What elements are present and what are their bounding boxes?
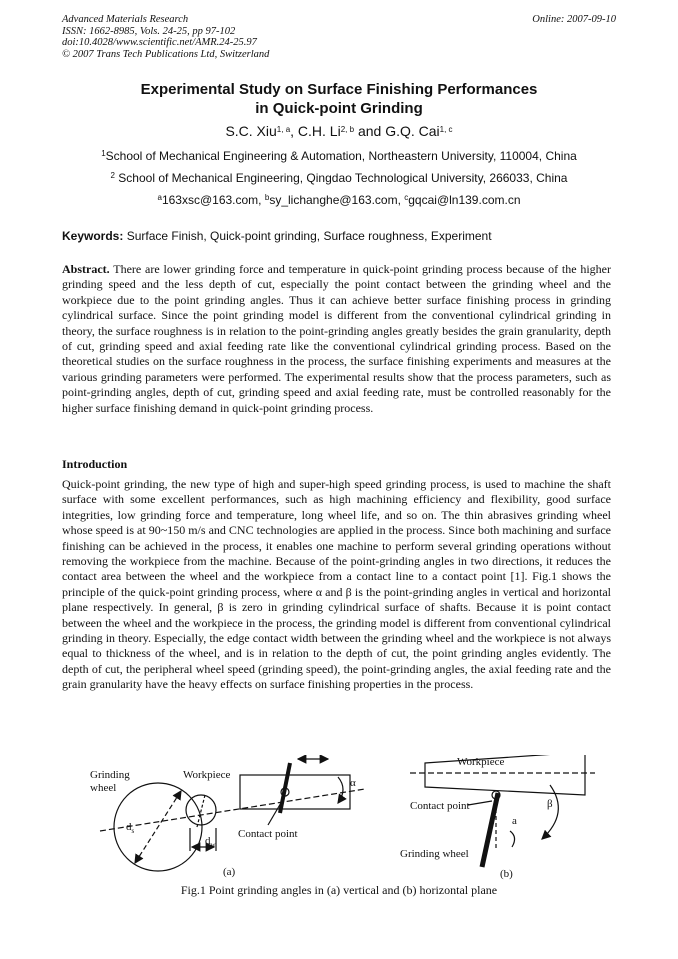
label-panel-b: (b) xyxy=(500,868,513,880)
axis-line xyxy=(100,789,365,831)
wheel-diameter-line xyxy=(135,791,181,863)
workpiece-cylinder xyxy=(240,775,350,809)
paper-title xyxy=(0,80,678,118)
label-contact-point-a: Contact point xyxy=(238,828,298,840)
label-dw-sub: w xyxy=(210,841,216,850)
author-2-sup: 2, b xyxy=(340,125,355,134)
label-ds-main: d xyxy=(126,821,132,833)
affiliation-2 xyxy=(0,171,678,185)
affiliation-2-sup: 2 xyxy=(110,171,115,180)
affiliation-1 xyxy=(0,149,678,163)
copyright-line: © 2007 Trans Tech Publications Ltd, Switzerland xyxy=(62,48,270,60)
affiliation-1-sup: 1 xyxy=(101,149,106,158)
introduction-heading: Introduction xyxy=(62,457,128,471)
journal-header xyxy=(62,14,269,60)
figure-caption: Fig.1 Point grinding angles in (a) vertical and (b) horizontal plane xyxy=(180,883,498,897)
affiliation-2-text: School of Mechanical Engineering, Qingdao Technological University, 266033, China xyxy=(114,171,568,185)
figure-1-drawing xyxy=(80,755,600,895)
label-alpha: α xyxy=(350,777,356,789)
author-3: and G.Q. Cai xyxy=(354,123,440,139)
author-3-sup: 1, c xyxy=(439,125,453,134)
abstract-text: There are lower grinding force and temperature in quick-point grinding process because of the higher grinding speed and the less depth of cut, especially the point contact between the grinding wheel and the workpiece due to the point grinding angles. Thus it can achieve better surface finishing process in grinding cylindrical surface. Since the point grinding model is different from the conventional cylindrical grinding in theory, the surface roughness is in relation to the point-grinding angles greatly besides the grain granularity, depth of cut, grinding speed and axial feeding rate like the conventional cylindrical grinding process. Based on the theoretical studies on the surface roughness in the process, the surface finishing experiments and measures at the various grinding parameters were performed. The experimental results show that the process parameters, such as point-grinding angles, depth of cut, grinding speed and axial feeding rate, must be controlled reasonably for the higher surface finishing demand in quick-point grinding process. xyxy=(62,262,611,415)
online-date: Online: 2007-09-10 xyxy=(532,14,616,25)
label-ds-sub: s xyxy=(131,827,135,836)
label-dw xyxy=(205,835,216,849)
issn-line: ISSN: 1662-8985, Vols. 24-25, pp 97-102 xyxy=(62,25,236,37)
label-ds xyxy=(126,821,134,835)
title-line-1: Experimental Study on Surface Finishing Performances xyxy=(140,81,538,98)
email-b: sy_lichanghe@163.com, xyxy=(269,193,405,207)
author-1: S.C. Xiu xyxy=(225,123,277,139)
contact-point-leader-b xyxy=(468,801,492,805)
label-workpiece-a: Workpiece xyxy=(183,769,231,781)
email-a: 163xsc@163.com, xyxy=(161,193,265,207)
label-grinding-wheel-2: wheel xyxy=(90,782,117,794)
workpiece-diameter-line xyxy=(197,795,205,827)
abstract xyxy=(62,262,611,416)
figure-1 xyxy=(80,755,600,895)
label-grinding-wheel-1: Grinding xyxy=(90,769,130,781)
author-1-sup: 1, a xyxy=(276,125,291,134)
doi-line: doi:10.4028/www.scientific.net/AMR.24-25.97 xyxy=(62,37,257,48)
label-panel-a: (a) xyxy=(223,866,236,878)
label-contact-point-b: Contact point xyxy=(410,800,470,812)
email-a-sup: a xyxy=(157,193,162,202)
author-2: , C.H. Li xyxy=(290,123,341,139)
label-grinding-wheel-b: Grinding wheel xyxy=(400,848,469,860)
keywords-text: Surface Finish, Quick-point grinding, Surface roughness, Experiment xyxy=(123,229,492,243)
abstract-label: Abstract. xyxy=(62,262,110,276)
label-dw-main: d xyxy=(205,835,211,847)
affiliation-1-text: School of Mechanical Engineering & Automation, Northeastern University, 110004, China xyxy=(105,149,577,163)
journal-name: Advanced Materials Research xyxy=(62,14,189,25)
title-line-2: in Quick-point Grinding xyxy=(255,100,423,117)
angle-a-arc xyxy=(510,831,515,847)
email-b-sup: b xyxy=(264,193,270,202)
keywords xyxy=(62,229,492,243)
label-beta: β xyxy=(547,798,553,810)
label-workpiece-b: Workpiece xyxy=(457,756,505,768)
email-c: gqcai@ln139.com.cn xyxy=(408,193,521,207)
alpha-arc xyxy=(338,777,343,803)
workpiece-taper xyxy=(425,755,585,795)
email-list xyxy=(0,193,678,207)
introduction-text: Quick-point grinding, the new type of high and super-high speed grinding process, is used to machine the shaft surface with some excellent performances, such as high machining efficiency and flexibility, good surface integrities, low grinding force and temperature, long wheel life, and so on. The thin abrasives grinding wheel whose speed is at 90~150 m/s and CNC technologies are applied in the process. Since both machining and surface finishing can be achieved in the process, it enables one machine to perform several grinding operations without removing the workpiece from the machine. Because of the point-grinding angles in two directions, it reduces the contact area between the wheel and the workpiece from a contact line to a contact point [1]. Fig.1 shows the principle of the quick-point grinding process, where α and β is the point-grinding angles in vertical and horizontal plane respectively. In general, β is zero in grinding cylindrical surface of shafts. Because it is point contact between the wheel and the workpiece in the process, the grinding model is different from conventional cylindrical grinding in theory. Especially, the edge contact width between the grinding wheel and the workpiece is not always equal to thickness of the wheel, and is in relation to the depth of cut, the point grinding angles evidently. The depth of cut, the peripheral wheel speed (grinding speed), the point-grinding angles, the axial feeding rate and the grain granularity have the heavy effects on surface finishing properties in the process. xyxy=(62,477,611,692)
email-c-sup: c xyxy=(404,193,409,202)
label-angle-a: a xyxy=(512,815,517,827)
author-list xyxy=(0,123,678,139)
keywords-label: Keywords: xyxy=(62,229,124,243)
